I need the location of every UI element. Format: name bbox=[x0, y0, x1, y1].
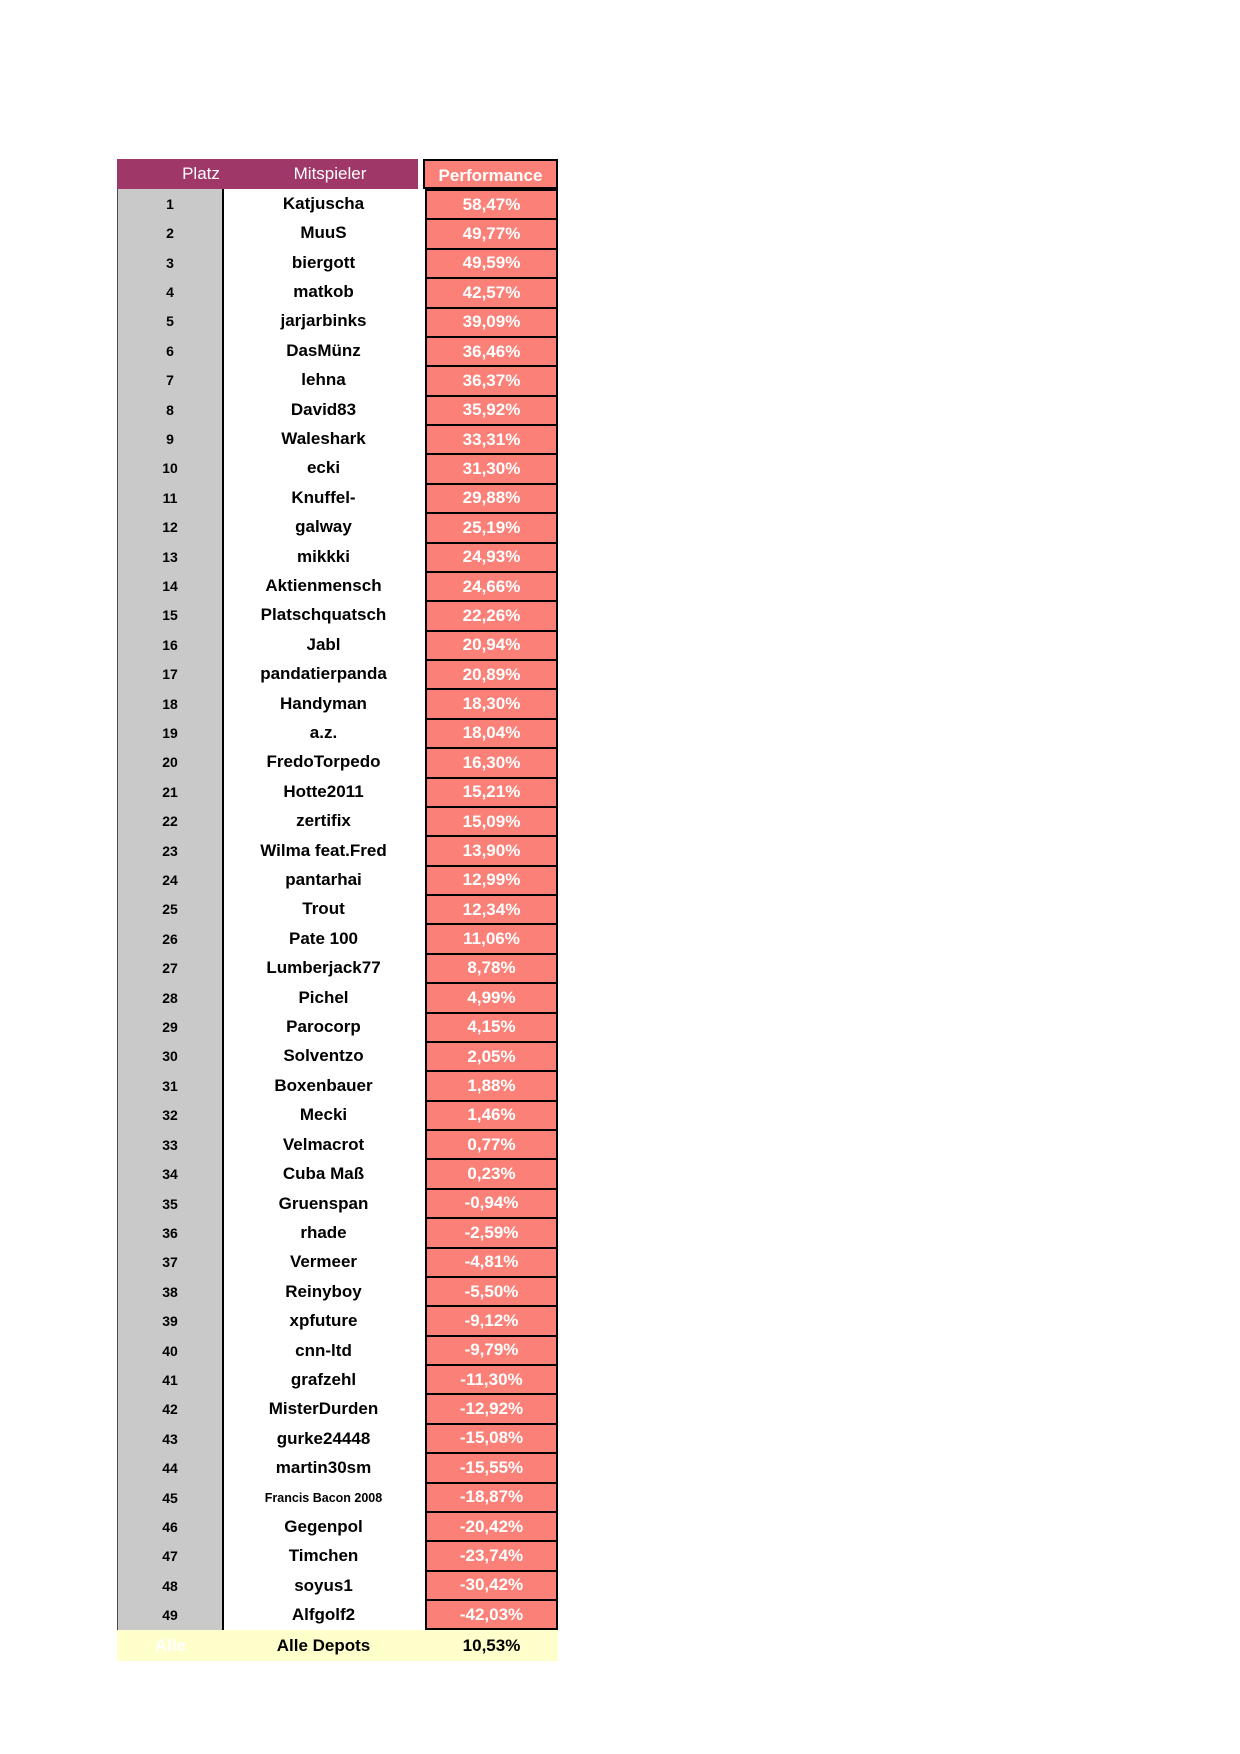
rank-cell: 26 bbox=[162, 930, 178, 947]
performance-cell: -30,42% bbox=[425, 1570, 558, 1599]
rank-cell: 46 bbox=[162, 1518, 178, 1535]
performance-cell: 31,30% bbox=[425, 453, 558, 482]
rank-cell: 33 bbox=[162, 1136, 178, 1153]
table-body bbox=[117, 189, 558, 1630]
performance-cell: 42,57% bbox=[425, 277, 558, 306]
player-cell: rhade bbox=[300, 1222, 347, 1242]
player-cell: galway bbox=[295, 517, 352, 537]
performance-column bbox=[425, 189, 558, 1630]
summary-player-label: Alle Depots bbox=[276, 1636, 371, 1655]
player-cell: martin30sm bbox=[275, 1458, 372, 1478]
player-cell: Francis Bacon 2008 bbox=[264, 1490, 383, 1505]
performance-cell: 0,23% bbox=[425, 1158, 558, 1187]
rank-cell: 12 bbox=[162, 519, 178, 536]
performance-cell: 16,30% bbox=[425, 747, 558, 776]
rank-cell: 39 bbox=[162, 1313, 178, 1330]
player-cell: ecki bbox=[306, 458, 341, 478]
player-cell: Katjuscha bbox=[282, 193, 365, 213]
player-cell: Wilma feat.Fred bbox=[260, 840, 387, 860]
performance-cell: -9,79% bbox=[425, 1335, 558, 1364]
performance-cell: 29,88% bbox=[425, 483, 558, 512]
player-cell: Mecki bbox=[299, 1105, 348, 1125]
rank-cell: 30 bbox=[162, 1048, 178, 1065]
player-cell: Boxenbauer bbox=[274, 1075, 373, 1095]
player-cell: MuuS bbox=[300, 223, 347, 243]
performance-cell: 58,47% bbox=[425, 189, 558, 218]
performance-cell: 36,37% bbox=[425, 365, 558, 394]
rank-cell: 45 bbox=[162, 1489, 178, 1506]
player-cell: xpfuture bbox=[289, 1311, 358, 1331]
player-cell: Lumberjack77 bbox=[266, 958, 381, 978]
player-cell: Trout bbox=[302, 899, 345, 919]
performance-cell: -15,55% bbox=[425, 1452, 558, 1481]
rank-cell: 42 bbox=[162, 1401, 178, 1418]
rank-cell: 9 bbox=[166, 430, 174, 447]
rank-cell: 3 bbox=[166, 254, 174, 271]
performance-cell: 8,78% bbox=[425, 953, 558, 982]
column-header-mitspieler: Mitspieler bbox=[293, 164, 367, 183]
rank-cell: 20 bbox=[162, 754, 178, 771]
rank-cell: 15 bbox=[162, 607, 178, 624]
rank-cell: 40 bbox=[162, 1342, 178, 1359]
player-cell: jarjarbinks bbox=[280, 311, 367, 331]
rank-cell: 32 bbox=[162, 1107, 178, 1124]
rank-cell: 36 bbox=[162, 1224, 178, 1241]
player-cell: lehna bbox=[301, 370, 346, 390]
rank-cell: 6 bbox=[166, 342, 174, 359]
performance-cell: 36,46% bbox=[425, 336, 558, 365]
rank-cell: 8 bbox=[166, 401, 174, 418]
performance-cell: -11,30% bbox=[425, 1364, 558, 1393]
performance-cell: 1,46% bbox=[425, 1100, 558, 1129]
rank-cell: 38 bbox=[162, 1283, 178, 1300]
performance-cell: -4,81% bbox=[425, 1247, 558, 1276]
player-cell: Solventzo bbox=[283, 1046, 364, 1066]
player-cell: Jabl bbox=[306, 634, 341, 654]
player-cell: David83 bbox=[290, 399, 357, 419]
rank-cell: 4 bbox=[166, 283, 174, 300]
player-cell: grafzehl bbox=[290, 1369, 357, 1389]
performance-cell: 12,99% bbox=[425, 865, 558, 894]
player-cell: Hotte2011 bbox=[283, 781, 364, 801]
player-cell: a.z. bbox=[309, 723, 338, 743]
performance-cell: -23,74% bbox=[425, 1540, 558, 1569]
summary-rank-label: Alle bbox=[154, 1636, 187, 1655]
rank-cell: 25 bbox=[162, 901, 178, 918]
rank-cell: 17 bbox=[162, 666, 178, 683]
player-cell: Pichel bbox=[298, 987, 349, 1007]
performance-cell: 49,77% bbox=[425, 218, 558, 247]
performance-cell: 2,05% bbox=[425, 1041, 558, 1070]
rank-cell: 49 bbox=[162, 1607, 178, 1624]
performance-cell: 39,09% bbox=[425, 307, 558, 336]
summary-performance-value: 10,53% bbox=[462, 1636, 521, 1655]
rank-cell: 24 bbox=[162, 872, 178, 889]
rank-cell: 47 bbox=[162, 1548, 178, 1565]
performance-cell: 15,21% bbox=[425, 777, 558, 806]
rank-cell: 22 bbox=[162, 813, 178, 830]
performance-cell: 4,15% bbox=[425, 1012, 558, 1041]
performance-cell: 20,94% bbox=[425, 630, 558, 659]
player-cell: MisterDurden bbox=[268, 1399, 379, 1419]
rank-cell: 10 bbox=[162, 460, 178, 477]
performance-cell: 1,88% bbox=[425, 1070, 558, 1099]
player-cell: Aktienmensch bbox=[265, 575, 382, 595]
performance-cell: 18,04% bbox=[425, 718, 558, 747]
rank-cell: 11 bbox=[162, 489, 178, 506]
rank-cell: 2 bbox=[166, 225, 174, 242]
player-cell: Velmacrot bbox=[282, 1134, 365, 1154]
performance-cell: 18,30% bbox=[425, 688, 558, 717]
rank-cell: 5 bbox=[166, 313, 174, 330]
rank-cell: 34 bbox=[162, 1166, 178, 1183]
player-cell: DasMünz bbox=[286, 340, 361, 360]
rank-cell: 1 bbox=[166, 195, 174, 212]
player-cell: mikkki bbox=[297, 546, 350, 566]
player-cell: Gegenpol bbox=[284, 1516, 363, 1536]
performance-cell: 0,77% bbox=[425, 1129, 558, 1158]
rank-cell: 28 bbox=[162, 989, 178, 1006]
performance-cell: -5,50% bbox=[425, 1276, 558, 1305]
performance-cell: -12,92% bbox=[425, 1393, 558, 1422]
performance-cell: 11,06% bbox=[425, 923, 558, 952]
performance-cell: -9,12% bbox=[425, 1305, 558, 1334]
column-header-performance: Performance bbox=[423, 159, 558, 189]
player-cell: Platschquatsch bbox=[260, 605, 387, 625]
column-header-platz: Platz bbox=[182, 164, 220, 183]
rank-cell: 37 bbox=[162, 1254, 178, 1271]
player-cell: gurke24448 bbox=[276, 1428, 371, 1448]
rank-cell: 13 bbox=[162, 548, 178, 565]
performance-cell: 13,90% bbox=[425, 835, 558, 864]
player-cell: Waleshark bbox=[281, 428, 366, 448]
player-column bbox=[224, 189, 423, 1630]
rank-cell: 23 bbox=[162, 842, 178, 859]
performance-cell: -20,42% bbox=[425, 1511, 558, 1540]
rank-cell: 29 bbox=[162, 1019, 178, 1036]
player-cell: zertifix bbox=[296, 811, 351, 831]
rank-cell: 16 bbox=[162, 636, 178, 653]
rank-cell: 7 bbox=[166, 372, 174, 389]
player-cell: Alfgolf2 bbox=[291, 1605, 356, 1625]
rank-column bbox=[117, 189, 224, 1630]
performance-cell: 15,09% bbox=[425, 806, 558, 835]
player-cell: matkob bbox=[293, 281, 354, 301]
player-cell: Gruenspan bbox=[278, 1193, 369, 1213]
player-cell: soyus1 bbox=[294, 1575, 353, 1595]
performance-cell: 4,99% bbox=[425, 982, 558, 1011]
rank-cell: 44 bbox=[162, 1460, 178, 1477]
performance-cell: 49,59% bbox=[425, 248, 558, 277]
rank-cell: 31 bbox=[162, 1077, 178, 1094]
player-cell: Handyman bbox=[280, 693, 367, 713]
rank-cell: 19 bbox=[162, 725, 178, 742]
performance-cell: 33,31% bbox=[425, 424, 558, 453]
summary-row bbox=[117, 1630, 558, 1661]
player-cell: pantarhai bbox=[285, 870, 362, 890]
player-cell: Pate 100 bbox=[289, 928, 358, 948]
player-cell: FredoTorpedo bbox=[266, 752, 381, 772]
rank-cell: 48 bbox=[162, 1577, 178, 1594]
rank-cell: 27 bbox=[162, 960, 178, 977]
player-cell: Reinyboy bbox=[285, 1281, 362, 1301]
player-cell: Knuffel- bbox=[291, 487, 356, 507]
performance-cell: 12,34% bbox=[425, 894, 558, 923]
performance-cell: 24,66% bbox=[425, 571, 558, 600]
performance-cell: 25,19% bbox=[425, 512, 558, 541]
rank-cell: 14 bbox=[162, 577, 178, 594]
performance-cell: 20,89% bbox=[425, 659, 558, 688]
performance-cell: 35,92% bbox=[425, 395, 558, 424]
rank-cell: 43 bbox=[162, 1430, 178, 1447]
player-cell: Vermeer bbox=[289, 1252, 358, 1272]
leaderboard-table bbox=[117, 159, 558, 1661]
table-header-row bbox=[117, 159, 558, 189]
rank-cell: 21 bbox=[162, 783, 178, 800]
player-cell: biergott bbox=[291, 252, 356, 272]
performance-cell: 22,26% bbox=[425, 600, 558, 629]
performance-cell: -18,87% bbox=[425, 1482, 558, 1511]
rank-cell: 35 bbox=[162, 1195, 178, 1212]
player-cell: pandatierpanda bbox=[260, 664, 387, 684]
performance-cell: 24,93% bbox=[425, 542, 558, 571]
performance-cell: -2,59% bbox=[425, 1217, 558, 1246]
performance-cell: -0,94% bbox=[425, 1188, 558, 1217]
player-cell: Timchen bbox=[288, 1546, 359, 1566]
rank-cell: 18 bbox=[162, 695, 178, 712]
player-cell: cnn-ltd bbox=[295, 1340, 352, 1360]
rank-cell: 41 bbox=[162, 1371, 178, 1388]
player-cell: Cuba Maß bbox=[282, 1164, 365, 1184]
performance-cell: -42,03% bbox=[425, 1599, 558, 1630]
performance-cell: -15,08% bbox=[425, 1423, 558, 1452]
player-cell: Parocorp bbox=[286, 1017, 361, 1037]
